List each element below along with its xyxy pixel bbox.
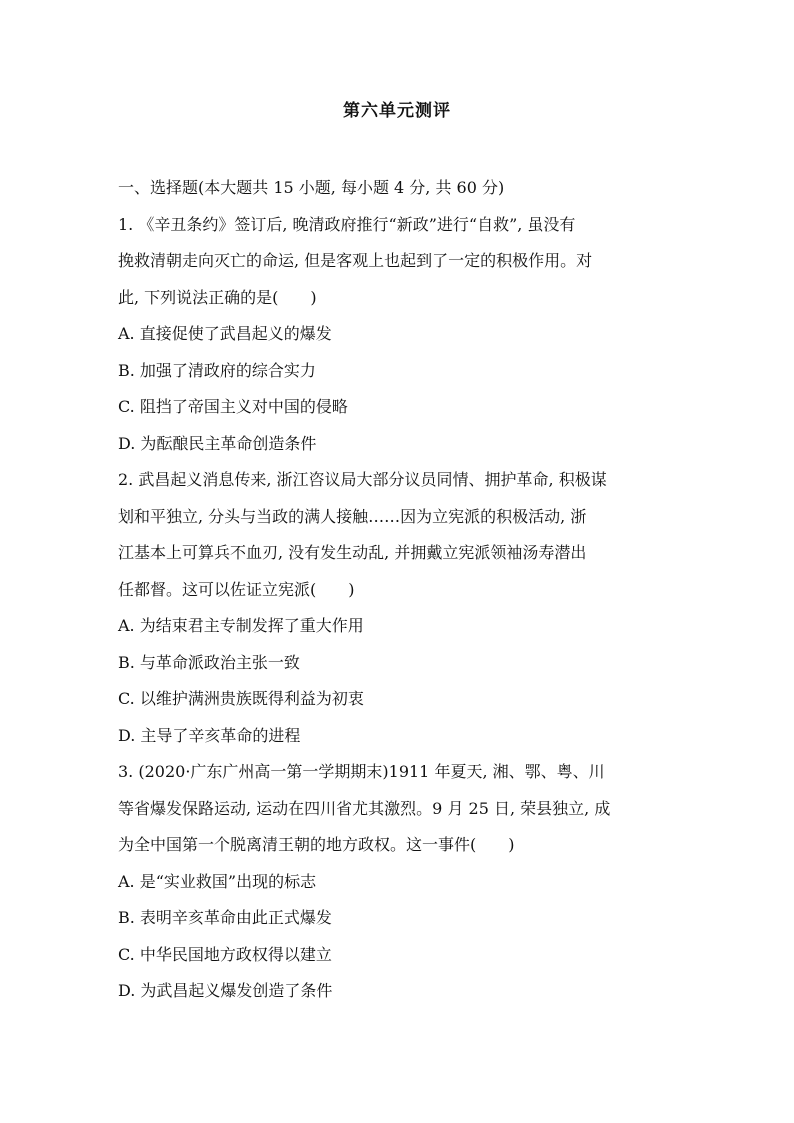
option-b: B. 加强了清政府的综合实力 bbox=[118, 360, 316, 380]
question-stem-line: 江基本上可算兵不血刃, 没有发生动乱, 并拥戴立宪派领袖汤寿潜出 bbox=[118, 543, 587, 562]
option-d: D. 为武昌起义爆发创造了条件 bbox=[118, 981, 333, 1000]
question-stem-line: 划和平独立, 分头与当政的满人接触……因为立宪派的积极活动, 浙 bbox=[118, 506, 587, 526]
question-stem-line: 任都督。这可以佐证立宪派( ) bbox=[118, 579, 355, 599]
question-content bbox=[118, 170, 680, 1010]
question-stem-line: 挽救清朝走向灭亡的命运, 但是客观上也起到了一定的积极作用。对 bbox=[118, 251, 593, 270]
option-c: C. 中华民国地方政权得以建立 bbox=[118, 944, 332, 964]
question-stem-line: 为全中国第一个脱离清王朝的地方政权。这一事件( ) bbox=[118, 835, 515, 854]
question-3 bbox=[118, 754, 680, 1010]
option-c: C. 阻挡了帝国主义对中国的侵略 bbox=[118, 397, 348, 416]
option-c: C. 以维护满洲贵族既得利益为初衷 bbox=[118, 689, 364, 708]
option-a: A. 为结束君主专制发挥了重大作用 bbox=[118, 616, 364, 635]
question-stem-line: 3. (2020·广东广州高一第一学期期末)1911 年夏天, 湘、鄂、粤、川 bbox=[118, 762, 605, 781]
option-b: B. 与革命派政治主张一致 bbox=[118, 652, 300, 672]
question-stem-line: 等省爆发保路运动, 运动在四川省尤其激烈。9 月 25 日, 荣县独立, 成 bbox=[118, 798, 611, 818]
section-heading: 一、选择题(本大题共 15 小题, 每小题 4 分, 共 60 分) bbox=[118, 178, 505, 197]
page-title: 第六单元测评 bbox=[343, 101, 451, 121]
option-a: A. 直接促使了武昌起义的爆发 bbox=[118, 324, 332, 343]
question-stem-line: 2. 武昌起义消息传来, 浙江咨议局大部分议员同情、拥护革命, 积极谋 bbox=[118, 470, 607, 489]
option-d: D. 为酝酿民主革命创造条件 bbox=[118, 433, 317, 453]
option-a: A. 是“实业救国”出现的标志 bbox=[118, 871, 317, 891]
question-stem-line: 1. 《辛丑条约》签订后, 晚清政府推行“新政”进行“自救”, 虽没有 bbox=[118, 214, 576, 234]
question-1 bbox=[118, 207, 680, 463]
question-stem-line: 此, 下列说法正确的是( ) bbox=[118, 287, 317, 307]
option-d: D. 主导了辛亥革命的进程 bbox=[118, 725, 301, 745]
question-2 bbox=[118, 462, 680, 754]
option-b: B. 表明辛亥革命由此正式爆发 bbox=[118, 908, 332, 927]
